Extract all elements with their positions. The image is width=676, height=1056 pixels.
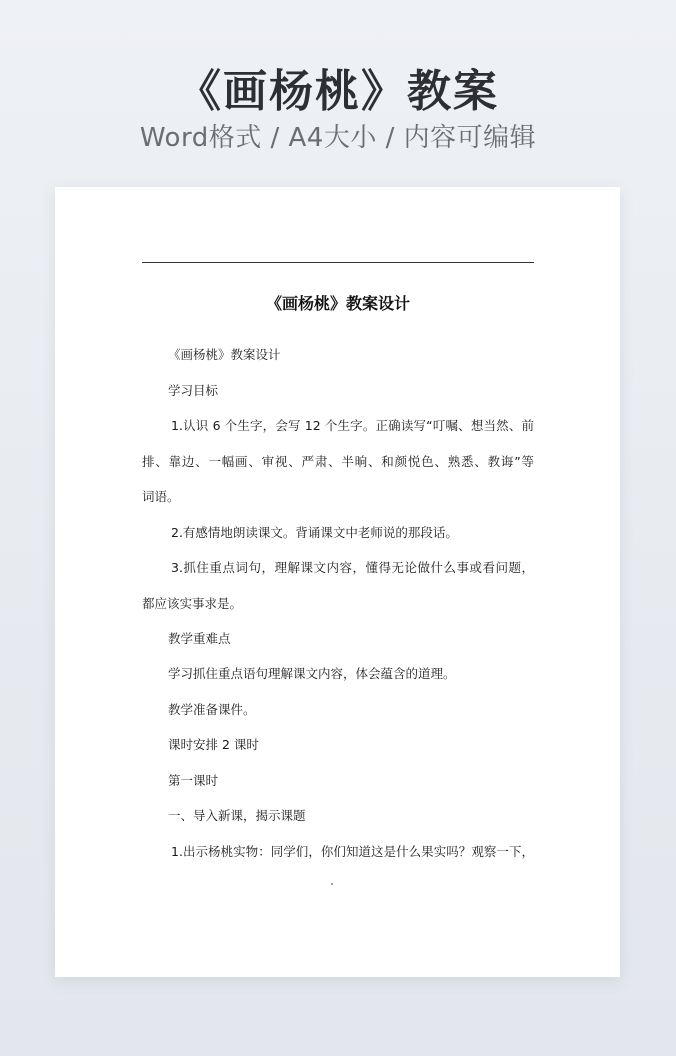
preparation-text: 教学准备课件。 [168,702,256,717]
objective-1-line-2: 排、靠边、一幅画、审视、严肃、半晌、和颜悦色、熟悉、教诲”等 [142,454,534,469]
objective-1-line-1: 1.认识 6 个生字，会写 12 个生字。正确读写“叮嘱、想当然、前 [171,418,534,433]
heading-learning-objectives: 学习目标 [168,383,219,398]
objective-3-line-1: 3.抓住重点词句，理解课文内容，懂得无论做什么事或看问题， [171,560,534,575]
objective-2: 2.有感情地朗读课文。背诵课文中老师说的那段话。 [171,525,458,540]
banner-subtitle: Word格式 / A4大小 / 内容可编辑 [139,123,537,153]
paragraph-lesson-title: 《画杨桃》教案设计 [168,347,281,362]
header-rule [142,262,534,263]
objective-3-line-2: 都应该实事求是。 [142,596,243,611]
heading-first-lesson: 第一课时 [168,773,219,788]
objective-1-line-3: 词语。 [142,489,180,504]
heading-key-points: 教学重难点 [168,631,231,646]
banner-title: 《画杨桃》教案 [177,66,499,117]
key-points-text: 学习抓住重点语句理解课文内容，体会蕴含的道理。 [168,666,456,681]
introduction-step-1: 1.出示杨桃实物：同学们，你们知道这是什么果实吗？观察一下， [171,844,534,859]
page-marker-dot [331,883,333,885]
schedule-text: 课时安排 2 课时 [168,737,259,752]
heading-introduction: 一、导入新课，揭示课题 [168,808,306,823]
document-title: 《画杨桃》教案设计 [265,294,410,313]
document-page [55,187,620,977]
